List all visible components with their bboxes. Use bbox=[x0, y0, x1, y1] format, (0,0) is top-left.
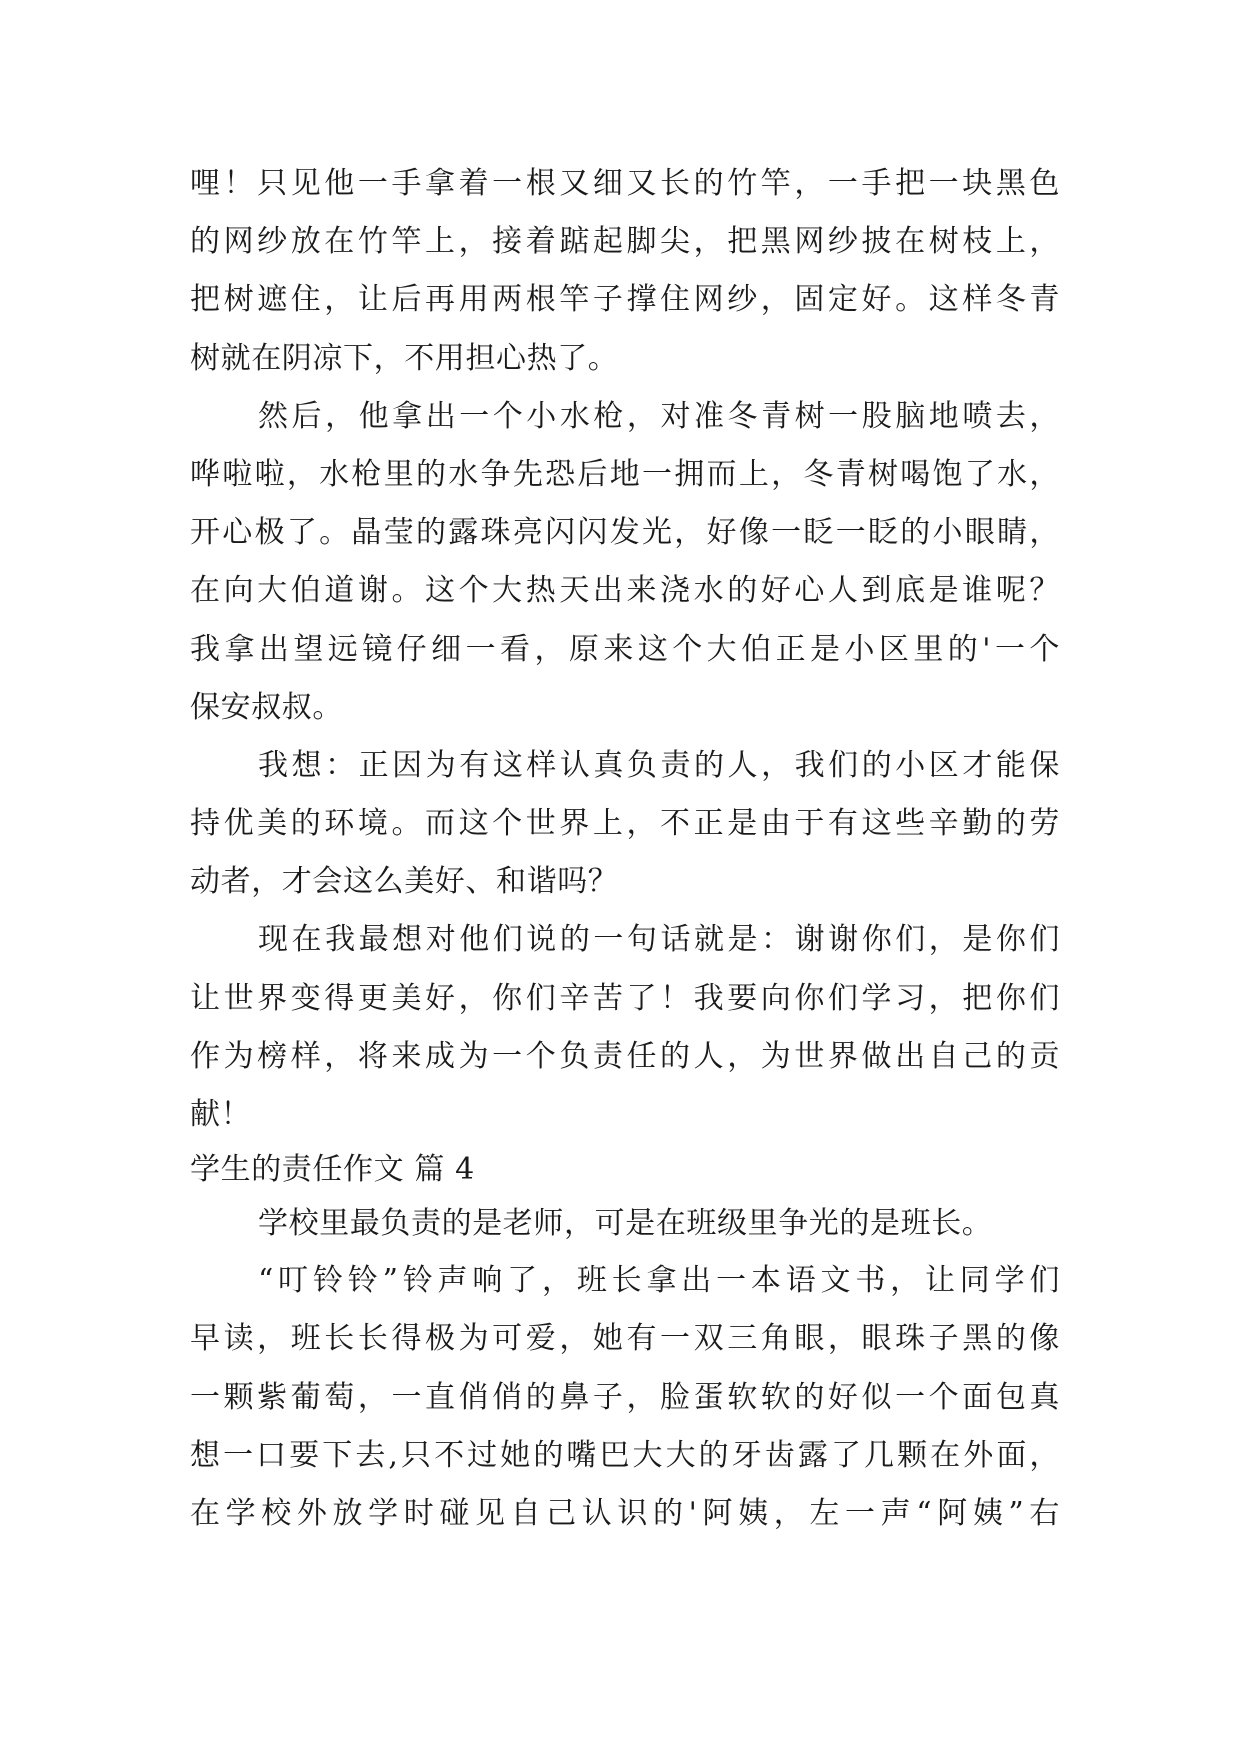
document-body bbox=[190, 155, 1060, 1543]
text-line: 动者，才会这么美好、和谐吗？ bbox=[190, 864, 619, 900]
text-line: 学校里最负责的是老师，可是在班级里争光的是班长。 bbox=[258, 1206, 993, 1242]
text-line: 开心极了。晶莹的露珠亮闪闪发光，好像一眨一眨的小眼睛， bbox=[190, 515, 1060, 551]
text-line: 我拿出望远镜仔细一看，原来这个大伯正是小区里的'一个 bbox=[190, 631, 1060, 667]
text-line: 想一口要下去,只不过她的嘴巴大大的牙齿露了几颗在外面， bbox=[190, 1437, 1060, 1473]
text-line: 哗啦啦，水枪里的水争先恐后地一拥而上，冬青树喝饱了水， bbox=[190, 456, 1060, 492]
text-line: 然后，他拿出一个小水枪，对准冬青树一股脑地喷去， bbox=[258, 398, 1060, 434]
text-line: 把树遮住，让后再用两根竿子撑住网纱，固定好。这样冬青 bbox=[190, 282, 1060, 318]
text-line: 让世界变得更美好，你们辛苦了！我要向你们学习，把你们 bbox=[190, 980, 1060, 1016]
section-heading: 学生的责任作文 篇 4 bbox=[190, 1152, 475, 1188]
text-line: 早读，班长长得极为可爱，她有一双三角眼，眼珠子黑的像 bbox=[190, 1321, 1060, 1357]
text-line: 现在我最想对他们说的一句话就是：谢谢你们，是你们 bbox=[258, 922, 1060, 958]
text-line: 在学校外放学时碰见自己认识的'阿姨，左一声“阿姨”右 bbox=[190, 1495, 1060, 1531]
text-line: 一颗紫葡萄，一直俏俏的鼻子，脸蛋软软的好似一个面包真 bbox=[190, 1379, 1060, 1415]
text-line: 保安叔叔。 bbox=[190, 689, 343, 725]
text-line: 的网纱放在竹竿上，接着踮起脚尖，把黑网纱披在树枝上， bbox=[190, 224, 1060, 260]
text-line: “叮铃铃”铃声响了，班长拿出一本语文书，让同学们 bbox=[258, 1263, 1060, 1299]
text-line: 树就在阴凉下，不用担心热了。 bbox=[190, 340, 619, 376]
text-line: 我想：正因为有这样认真负责的人，我们的小区才能保 bbox=[258, 747, 1060, 783]
text-line: 作为榜样，将来成为一个负责任的人，为世界做出自己的贡 bbox=[190, 1038, 1060, 1074]
text-line: 献！ bbox=[190, 1097, 252, 1132]
text-line: 在向大伯道谢。这个大热天出来浇水的好心人到底是谁呢？ bbox=[190, 573, 1060, 609]
text-line: 哩！只见他一手拿着一根又细又长的竹竿，一手把一块黑色 bbox=[190, 166, 1060, 201]
text-line: 持优美的环境。而这个世界上，不正是由于有这些辛勤的劳 bbox=[190, 806, 1060, 842]
